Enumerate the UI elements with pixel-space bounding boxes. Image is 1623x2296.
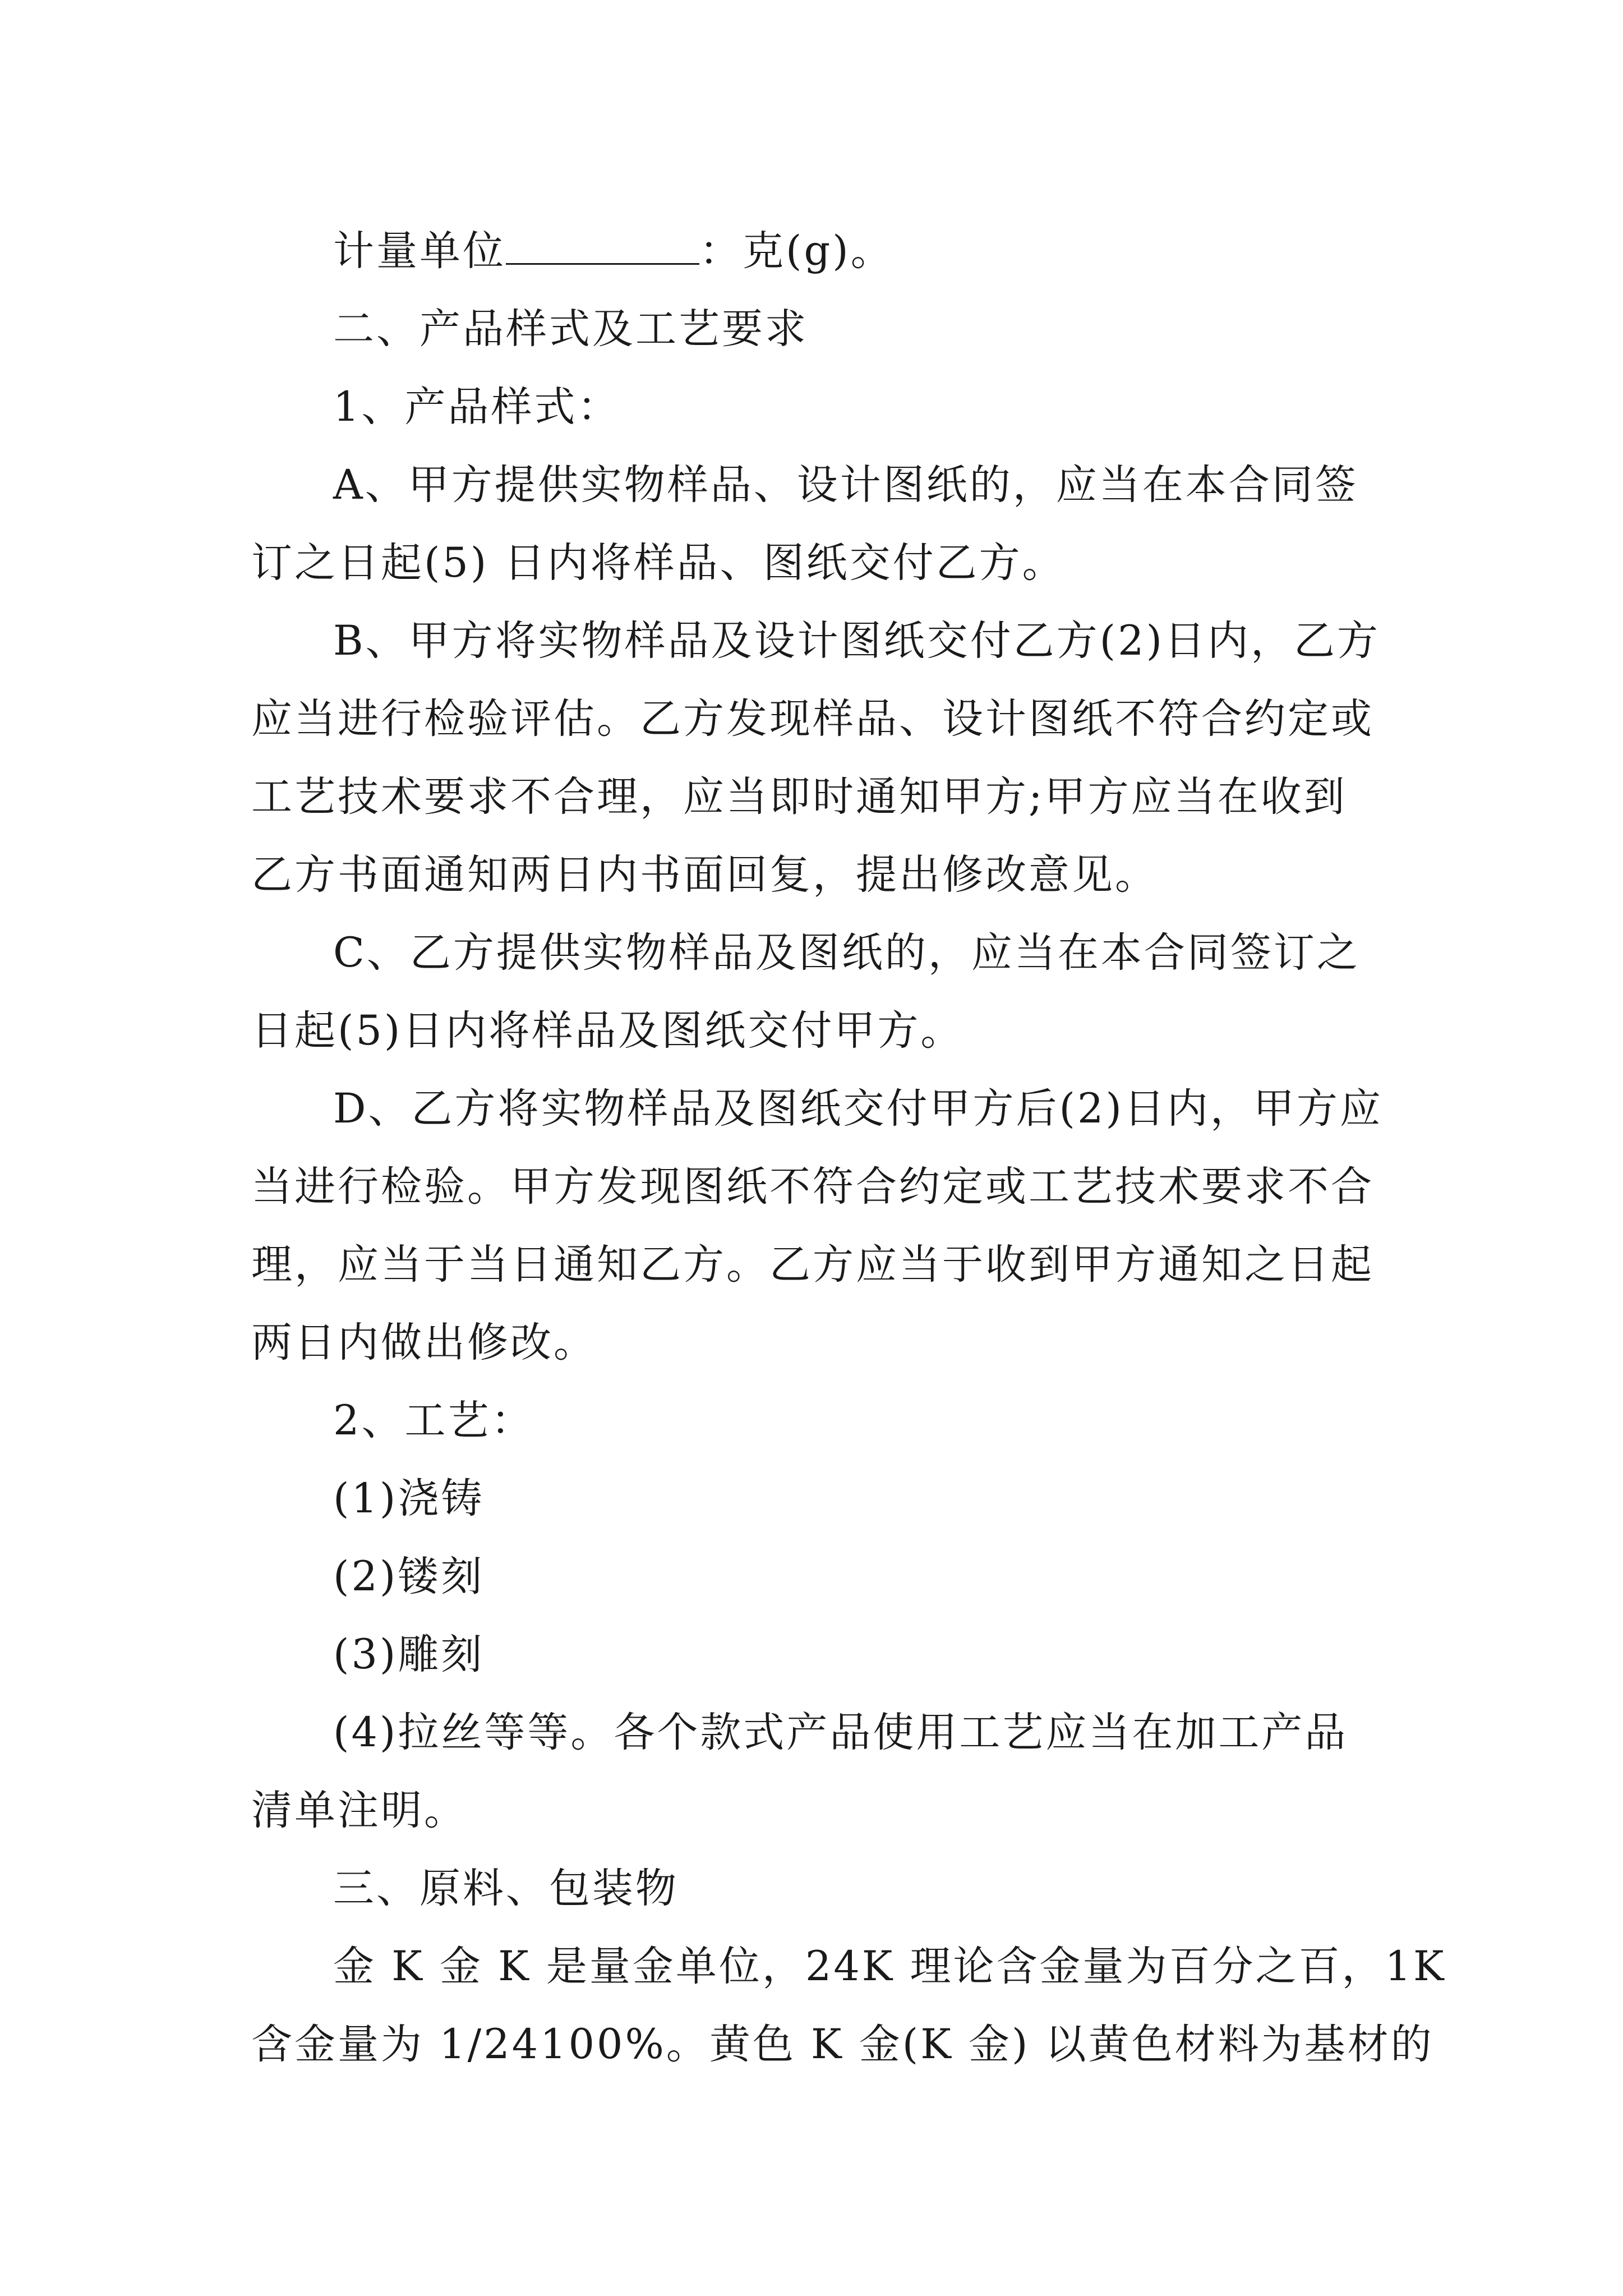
craft-item-1: (1)浇铸 <box>333 1475 485 1522</box>
paragraph-c-line-1: C、乙方提供实物样品及图纸的，应当在本合同签订之 <box>333 929 1360 977</box>
paragraph-d-line-3: 理，应当于当日通知乙方。乙方应当于收到甲方通知之日起 <box>251 1241 1374 1289</box>
craft-item-4-line-1: (4)拉丝等等。各个款式产品使用工艺应当在加工产品 <box>333 1709 1348 1756</box>
paragraph-b-line-1: B、甲方将实物样品及设计图纸交付乙方(2)日内，乙方 <box>333 617 1381 665</box>
paragraph-c-line-2: 日起(5)日内将样品及图纸交付甲方。 <box>251 1007 964 1055</box>
paragraph-b-line-3: 工艺技术要求不合理，应当即时通知甲方;甲方应当在收到 <box>251 773 1347 821</box>
paragraph-gold-line-1: 金 K 金 K 是量金单位，24K 理论含金量为百分之百，1K <box>333 1943 1446 1990</box>
craft-item-2: (2)镂刻 <box>333 1553 485 1600</box>
paragraph-a-line-1: A、甲方提供实物样品、设计图纸的，应当在本合同签 <box>333 461 1358 509</box>
section-heading-2: 二、产品样式及工艺要求 <box>333 305 808 353</box>
unit-line <box>251 212 1373 290</box>
document-body <box>251 212 1446 2083</box>
subheading-craft: 2、工艺： <box>333 1397 534 1444</box>
subheading-product-style: 1、产品样式： <box>333 383 621 431</box>
paragraph-a-line-2: 订之日起(5) 日内将样品、图纸交付乙方。 <box>251 539 1066 587</box>
craft-item-3: (3)雕刻 <box>333 1631 485 1678</box>
unit-value: ：克(g)。 <box>699 227 894 275</box>
craft-item-4-line-2: 清单注明。 <box>251 1787 467 1834</box>
paragraph-b-line-2: 应当进行检验评估。乙方发现样品、设计图纸不符合约定或 <box>251 695 1374 743</box>
paragraph-gold-line-2: 含金量为 1/24100%。黄色 K 金(K 金) 以黄色材料为基材的 <box>251 2021 1434 2068</box>
paragraph-d-line-2: 当进行检验。甲方发现图纸不符合约定或工艺技术要求不合 <box>251 1163 1374 1211</box>
paragraph-b-line-4: 乙方书面通知两日内书面回复，提出修改意见。 <box>251 851 1158 899</box>
paragraph-d-line-1: D、乙方将实物样品及图纸交付甲方后(2)日内，甲方应 <box>333 1085 1383 1133</box>
paragraph-d-line-4: 两日内做出修改。 <box>251 1319 597 1366</box>
unit-blank-field <box>506 229 699 265</box>
unit-label: 计量单位 <box>333 227 506 275</box>
section-heading-3: 三、原料、包装物 <box>333 1865 679 1912</box>
